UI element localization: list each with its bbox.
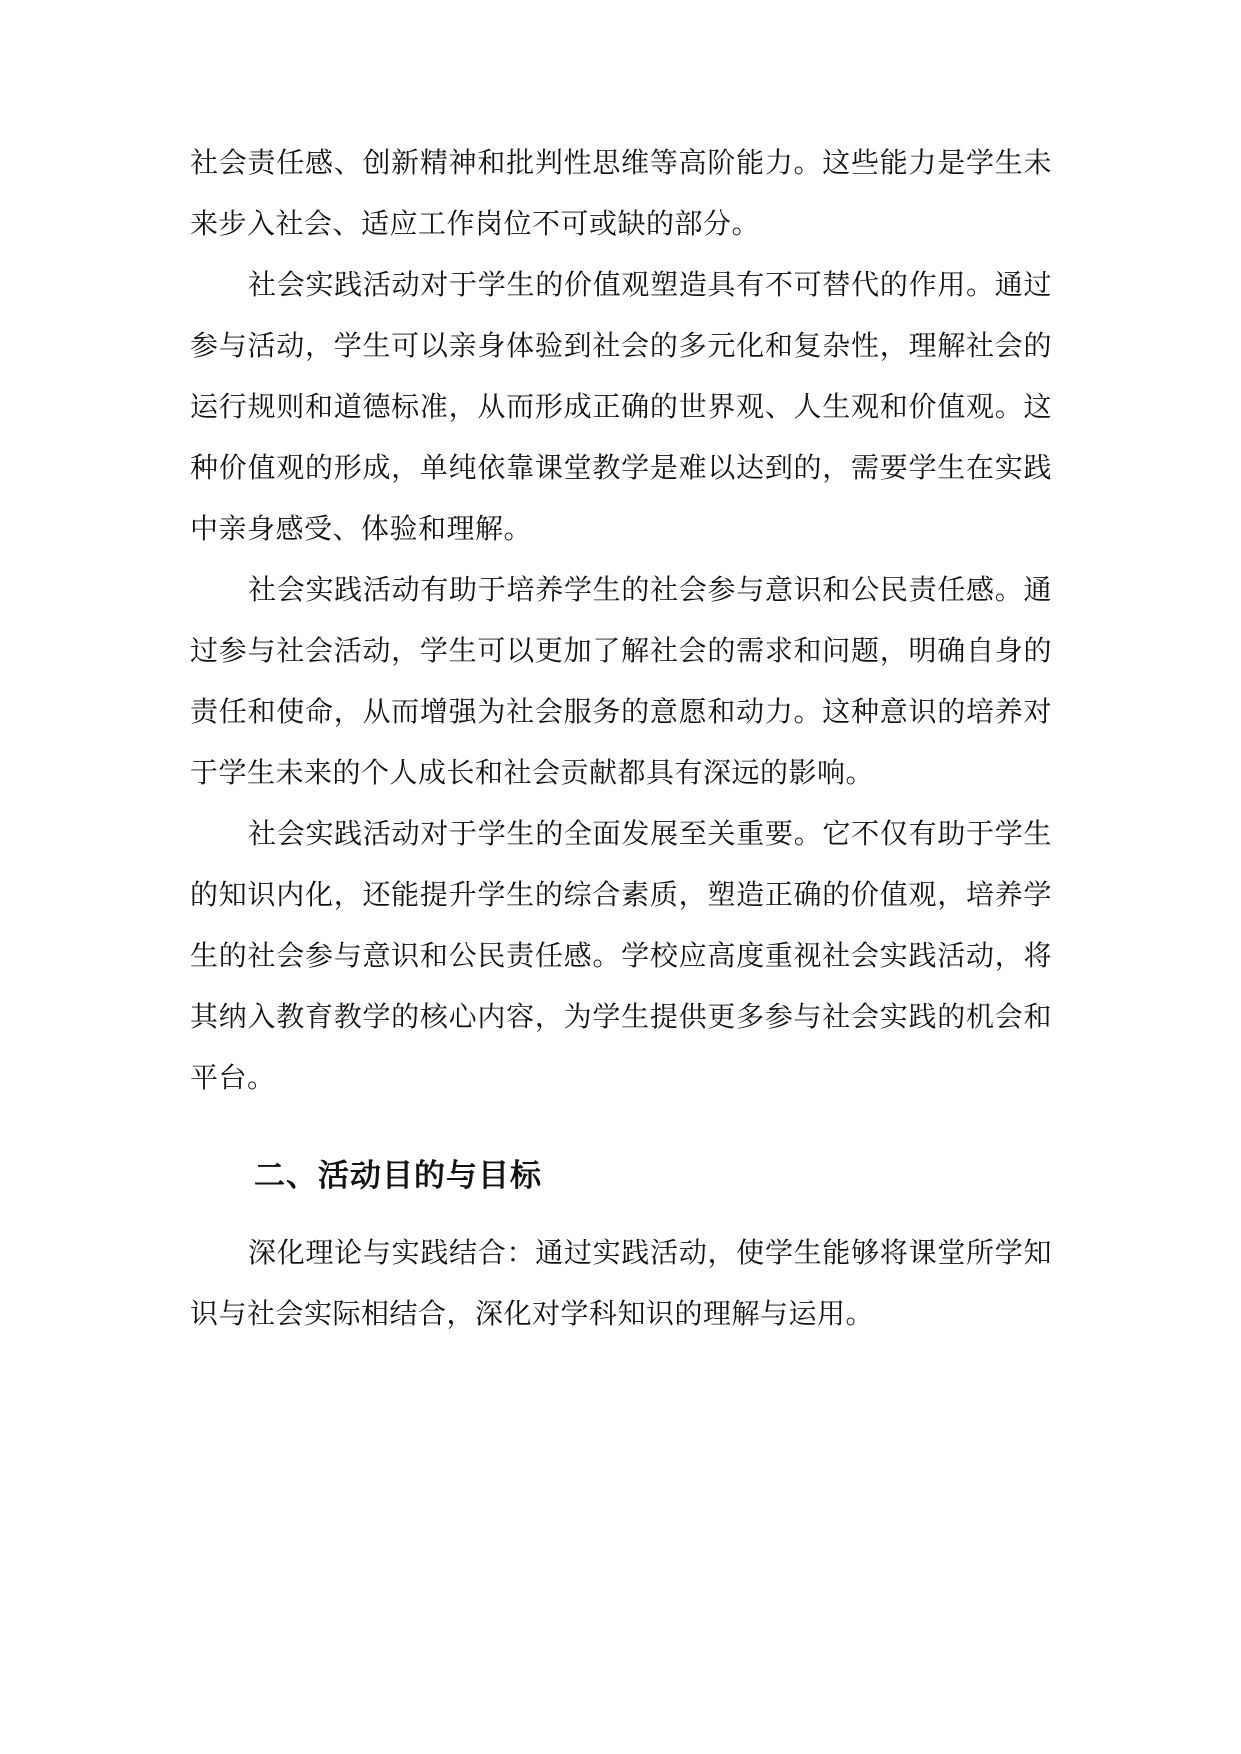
section-spacer [190, 1108, 1052, 1152]
section-heading: 二、活动目的与目标 [254, 1158, 542, 1194]
paragraph-continued: 社会责任感、创新精神和批判性思维等高阶能力。这些能力是学生未来步入社会、适应工作岗位不可或缺的部分。 [190, 146, 1052, 240]
paragraph-overall-development: 社会实践活动对于学生的全面发展至关重要。它不仅有助于学生的知识内化，还能提升学生的综合素质，塑造正确的价值观，培养学生的社会参与意识和公民责任感。学校应高度重视社会实践活动，将其纳入教育教学的核心内容，为学生提供更多参与社会实践的机会和平台。 [190, 817, 1052, 1094]
heading-spacer [190, 1200, 1052, 1222]
document-body [190, 142, 1052, 1344]
paragraph-social-participation: 社会实践活动有助于培养学生的社会参与意识和公民责任感。通过参与社会活动，学生可以更加了解社会的需求和问题，明确自身的责任和使命，从而增强为社会服务的意愿和动力。这种意识的培养对于学生未来的个人成长和社会贡献都具有深远的影响。 [190, 573, 1052, 789]
paragraph-values-shaping: 社会实践活动对于学生的价值观塑造具有不可替代的作用。通过参与活动，学生可以亲身体验到社会的多元化和复杂性，理解社会的运行规则和道德标准，从而形成正确的世界观、人生观和价值观。这种价值观的形成，单纯依靠课堂教学是难以达到的，需要学生在实践中亲身感受、体验和理解。 [190, 268, 1052, 545]
paragraph-theory-practice: 深化理论与实践结合：通过实践活动，使学生能够将课堂所学知识与社会实际相结合，深化对学科知识的理解与运用。 [190, 1236, 1052, 1330]
